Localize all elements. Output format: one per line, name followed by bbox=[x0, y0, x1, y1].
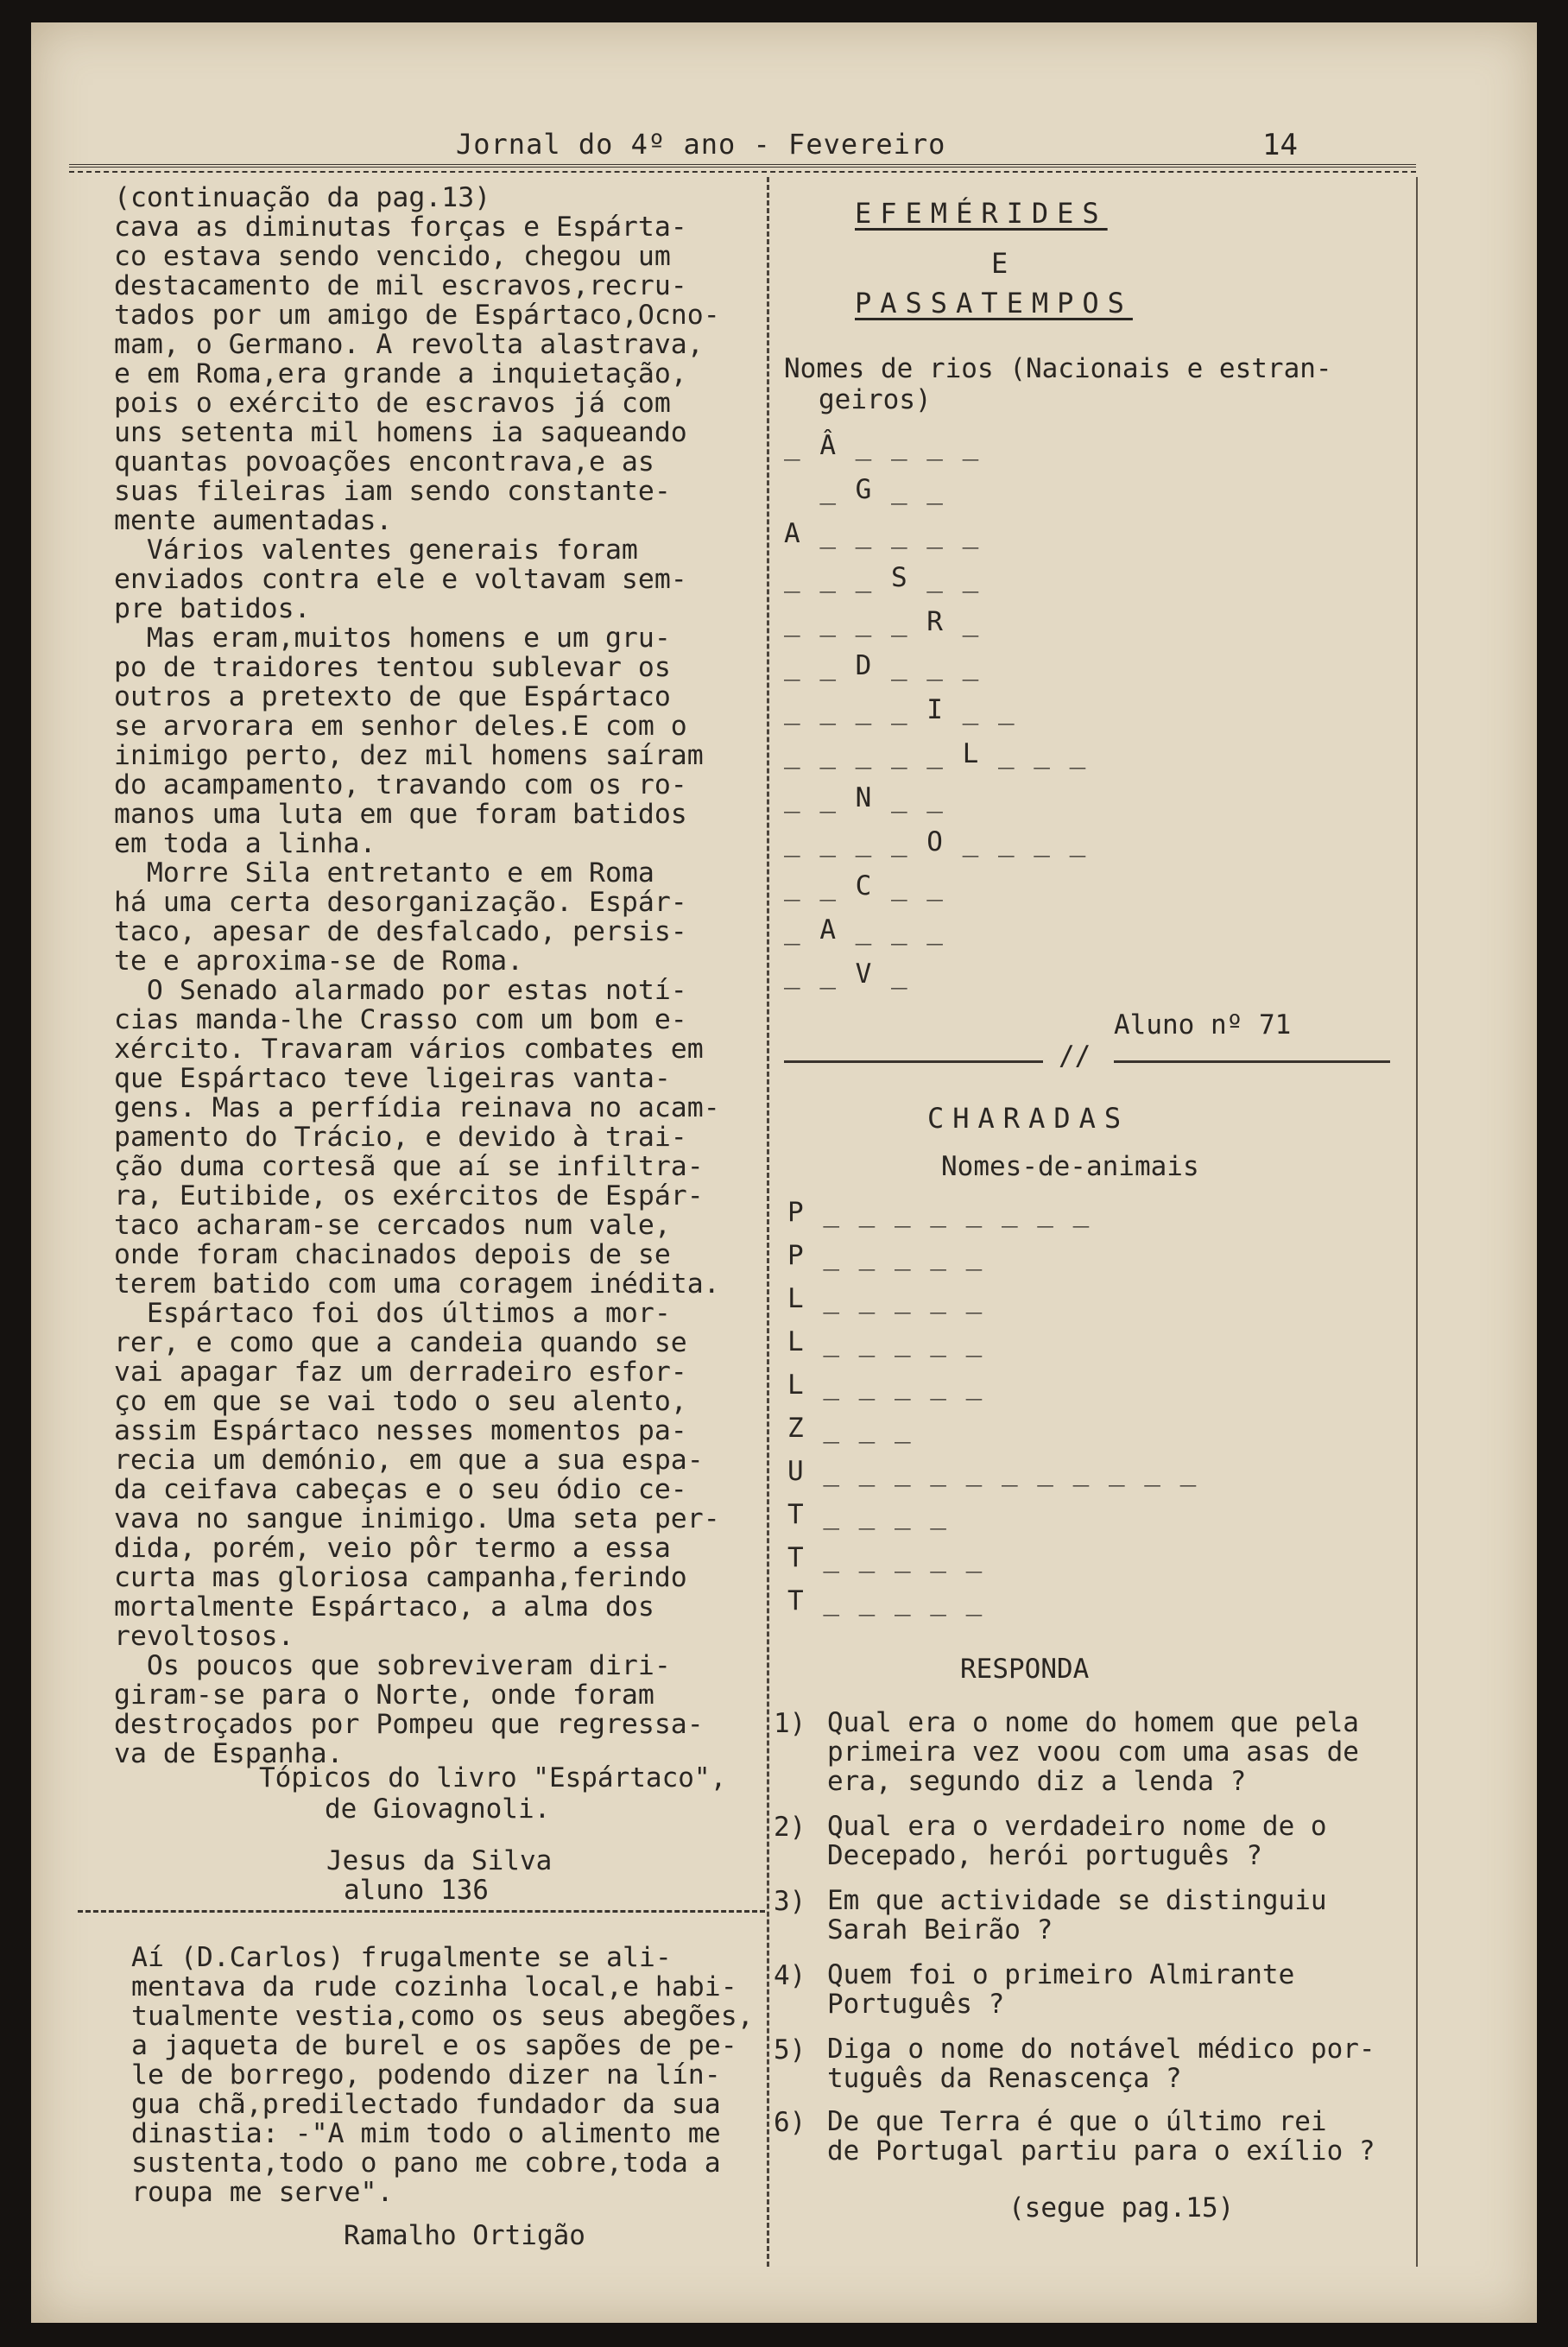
animal-row: L _ _ _ _ _ bbox=[787, 1326, 984, 1357]
animal-row: Z _ _ _ bbox=[787, 1413, 913, 1444]
question-text bbox=[827, 2107, 1375, 2166]
source-line-2: de Giovagnoli. bbox=[325, 1793, 551, 1825]
question-number: 6) bbox=[774, 2107, 806, 2138]
question-text bbox=[827, 2034, 1375, 2093]
article-line: vava no sangue inimigo. Uma seta per- bbox=[114, 1503, 720, 1534]
article-line: Espártaco foi dos últimos a mor- bbox=[114, 1298, 671, 1329]
article-line: pamento do Trácio, e devido à trai- bbox=[114, 1122, 687, 1153]
charades-subtitle: Nomes-de-animais bbox=[941, 1151, 1199, 1182]
rivers-intro-line-2: geiros) bbox=[819, 384, 932, 415]
article-line: va de Espanha. bbox=[114, 1738, 344, 1769]
quote-line: Aí (D.Carlos) frugalmente se ali- bbox=[131, 1942, 672, 1973]
article-line: mortalmente Espártaco, a alma dos bbox=[114, 1591, 654, 1623]
article-line: mam, o Germano. A revolta alastrava, bbox=[114, 329, 704, 360]
article-line: vai apagar faz um derradeiro esfor- bbox=[114, 1357, 687, 1388]
quote-dcarlos bbox=[131, 1943, 762, 2207]
animal-row: T _ _ _ _ bbox=[787, 1499, 948, 1530]
article-line: recia um demónio, em que a sua espa- bbox=[114, 1445, 704, 1476]
question-line: Português ? bbox=[827, 1989, 1005, 2020]
river-row: _ _ D _ _ _ bbox=[784, 650, 981, 681]
question-line: tuguês da Renascença ? bbox=[827, 2063, 1182, 2094]
charades-title: CHARADAS bbox=[927, 1102, 1130, 1135]
article-line: e em Roma,era grande a inquietação, bbox=[114, 358, 687, 389]
article-line: assim Espártaco nesses momentos pa- bbox=[114, 1415, 687, 1446]
article-line: co estava sendo vencido, chegou um bbox=[114, 241, 671, 272]
article-line: destacamento de mil escravos,recru- bbox=[114, 270, 687, 301]
quote-author: Ramalho Ortigão bbox=[344, 2220, 585, 2251]
article-line: ção duma cortesã que aí se infiltra- bbox=[114, 1151, 704, 1182]
river-row: _ _ _ _ I _ _ bbox=[784, 694, 1016, 725]
header-rule bbox=[69, 164, 1416, 168]
article-line: Os poucos que sobreviveram diri- bbox=[114, 1650, 671, 1681]
article-line: pois o exército de escravos já com bbox=[114, 388, 671, 419]
article-separator bbox=[78, 1910, 765, 1913]
article-line: mente aumentadas. bbox=[114, 505, 393, 536]
question-line: Diga o nome do notável médico por- bbox=[827, 2034, 1375, 2065]
article-line: que Espártaco teve ligeiras vanta- bbox=[114, 1063, 671, 1094]
quote-line: roupa me serve". bbox=[131, 2177, 394, 2208]
article-line: pre batidos. bbox=[114, 593, 311, 624]
article-line: Morre Sila entretanto e em Roma bbox=[114, 857, 654, 889]
article-line: Vários valentes generais foram bbox=[114, 535, 638, 566]
article-line: em toda a linha. bbox=[114, 828, 376, 859]
article-line: dida, porém, veio pôr termo a essa bbox=[114, 1533, 671, 1564]
question-line: De que Terra é que o último rei bbox=[827, 2106, 1327, 2137]
article-line: manos uma luta em que foram batidos bbox=[114, 799, 687, 830]
quote-line: mentava da rude cozinha local,e habi- bbox=[131, 1971, 737, 2002]
column-divider bbox=[767, 177, 769, 2267]
right-margin-rule bbox=[1416, 177, 1418, 2267]
animal-row: T _ _ _ _ _ bbox=[787, 1585, 984, 1616]
question-line: primeira vez voou com uma asas de bbox=[827, 1737, 1359, 1768]
heading-conjunction: E bbox=[991, 247, 1008, 280]
quote-line: gua chã,predilectado fundador da sua bbox=[131, 2089, 721, 2120]
question-text bbox=[827, 1960, 1294, 2019]
question-number: 3) bbox=[774, 1886, 806, 1917]
source-line-1: Tópicos do livro "Espártaco", bbox=[259, 1762, 727, 1793]
article-line: ço em que se vai todo o seu alento, bbox=[114, 1386, 687, 1417]
article-line: terem batido com uma coragem inédita. bbox=[114, 1268, 720, 1300]
article-spartacus bbox=[114, 183, 744, 1768]
quote-line: le de borrego, podendo dizer na lín- bbox=[131, 2059, 721, 2091]
question-line: Decepado, herói português ? bbox=[827, 1840, 1262, 1871]
question-number: 2) bbox=[774, 1812, 806, 1843]
animal-row: P _ _ _ _ _ _ _ _ bbox=[787, 1197, 1091, 1228]
question-line: Qual era o verdadeiro nome de o bbox=[827, 1811, 1327, 1842]
rivers-author: Aluno nº 71 bbox=[1114, 1009, 1292, 1041]
article-line: curta mas gloriosa campanha,ferindo bbox=[114, 1562, 687, 1593]
article-line: Mas eram,muitos homens e um gru- bbox=[114, 623, 671, 654]
quote-line: dinastia: -"A mim todo o alimento me bbox=[131, 2118, 721, 2149]
river-row: _ G _ _ bbox=[784, 474, 945, 505]
question-line: Qual era o nome do homem que pela bbox=[827, 1707, 1359, 1738]
question-line: Quem foi o primeiro Almirante bbox=[827, 1959, 1295, 1990]
question-line: era, segundo diz a lenda ? bbox=[827, 1766, 1247, 1797]
article-line: outros a pretexto de que Espártaco bbox=[114, 681, 671, 712]
river-row: _ _ V _ bbox=[784, 958, 909, 990]
article-line: revoltosos. bbox=[114, 1621, 294, 1652]
article-line: ra, Eutibide, os exércitos de Espár- bbox=[114, 1180, 704, 1211]
article-line: (continuação da pag.13) bbox=[114, 182, 491, 213]
river-row: _ _ _ _ O _ _ _ _ bbox=[784, 826, 1088, 857]
question-text bbox=[827, 1708, 1359, 1796]
article-line: taco, apesar de desfalcado, persis- bbox=[114, 916, 687, 947]
continues-note: (segue pag.15) bbox=[1008, 2192, 1235, 2224]
divider-line-right bbox=[1114, 1060, 1390, 1063]
river-row: _ _ _ S _ _ bbox=[784, 562, 981, 593]
question-number: 1) bbox=[774, 1708, 806, 1739]
respond-title: RESPONDA bbox=[960, 1654, 1090, 1685]
article-line: inimigo perto, dez mil homens saíram bbox=[114, 740, 704, 771]
question-number: 5) bbox=[774, 2034, 806, 2065]
article-line: onde foram chacinados depois de se bbox=[114, 1239, 671, 1270]
river-row: _ _ N _ _ bbox=[784, 782, 945, 813]
article-line: uns setenta mil homens ia saqueando bbox=[114, 417, 687, 448]
article-line: gens. Mas a perfídia reinava no acam- bbox=[114, 1092, 720, 1123]
river-row: _ _ _ _ _ L _ _ _ bbox=[784, 738, 1088, 769]
animal-row: T _ _ _ _ _ bbox=[787, 1542, 984, 1573]
heading-efemerides: EFEMÉRIDES bbox=[855, 197, 1108, 230]
article-line: rer, e como que a candeia quando se bbox=[114, 1327, 687, 1358]
animal-row: L _ _ _ _ _ bbox=[787, 1283, 984, 1314]
article-line: taco acharam-se cercados num vale, bbox=[114, 1210, 671, 1241]
river-row: A _ _ _ _ _ bbox=[784, 518, 981, 549]
divider-mark: // bbox=[1059, 1041, 1091, 1072]
article-line: suas fileiras iam sendo constante- bbox=[114, 476, 671, 507]
quote-line: a jaqueta de burel e os sapões de pe- bbox=[131, 2030, 737, 2061]
author-id: aluno 136 bbox=[344, 1875, 489, 1906]
page-header-title: Jornal do 4º ano - Fevereiro bbox=[456, 128, 946, 161]
article-line: cava as diminutas forças e Espárta- bbox=[114, 212, 687, 243]
article-line: po de traidores tentou sublevar os bbox=[114, 652, 671, 683]
rivers-intro-line-1: Nomes de rios (Nacionais e estran- bbox=[784, 353, 1332, 384]
question-line: Em que actividade se distinguiu bbox=[827, 1885, 1327, 1916]
divider-line-left bbox=[784, 1060, 1043, 1063]
question-text bbox=[827, 1812, 1327, 1870]
question-text bbox=[827, 1886, 1327, 1945]
quote-line: sustenta,todo o pano me cobre,toda a bbox=[131, 2148, 721, 2179]
article-line: O Senado alarmado por estas notí- bbox=[114, 975, 687, 1006]
article-line: xército. Travaram vários combates em bbox=[114, 1034, 704, 1065]
question-number: 4) bbox=[774, 1960, 806, 1991]
article-line: destroçados por Pompeu que regressa- bbox=[114, 1709, 704, 1740]
heading-passatempos: PASSATEMPOS bbox=[855, 287, 1133, 319]
article-line: da ceifava cabeças e o seu ódio ce- bbox=[114, 1474, 687, 1505]
author-name: Jesus da Silva bbox=[326, 1845, 553, 1876]
header-rule-dashed bbox=[69, 171, 1416, 173]
quote-line: tualmente vestia,como os seus abegões, bbox=[131, 2001, 754, 2032]
article-line: se arvorara em senhor deles.E com o bbox=[114, 711, 687, 742]
animal-row: L _ _ _ _ _ bbox=[787, 1370, 984, 1401]
page-number: 14 bbox=[1262, 128, 1298, 162]
animal-row: P _ _ _ _ _ bbox=[787, 1240, 984, 1271]
article-line: te e aproxima-se de Roma. bbox=[114, 946, 524, 977]
article-line: tados por um amigo de Espártaco,Ocno- bbox=[114, 300, 720, 331]
river-row: _ Â _ _ _ _ bbox=[784, 430, 981, 461]
question-line: Sarah Beirão ? bbox=[827, 1914, 1053, 1945]
river-row: _ A _ _ _ bbox=[784, 914, 945, 946]
article-line: há uma certa desorganização. Espár- bbox=[114, 887, 687, 918]
animal-row: U _ _ _ _ _ _ _ _ _ _ _ bbox=[787, 1456, 1198, 1487]
river-row: _ _ _ _ R _ bbox=[784, 606, 981, 637]
river-row: _ _ C _ _ bbox=[784, 870, 945, 901]
article-line: quantas povoações encontrava,e as bbox=[114, 446, 654, 478]
question-line: de Portugal partiu para o exílio ? bbox=[827, 2135, 1375, 2167]
article-line: cias manda-lhe Crasso com um bom e- bbox=[114, 1004, 687, 1035]
article-line: do acampamento, travando com os ro- bbox=[114, 769, 687, 800]
article-line: enviados contra ele e voltavam sem- bbox=[114, 564, 687, 595]
article-line: giram-se para o Norte, onde foram bbox=[114, 1680, 654, 1711]
